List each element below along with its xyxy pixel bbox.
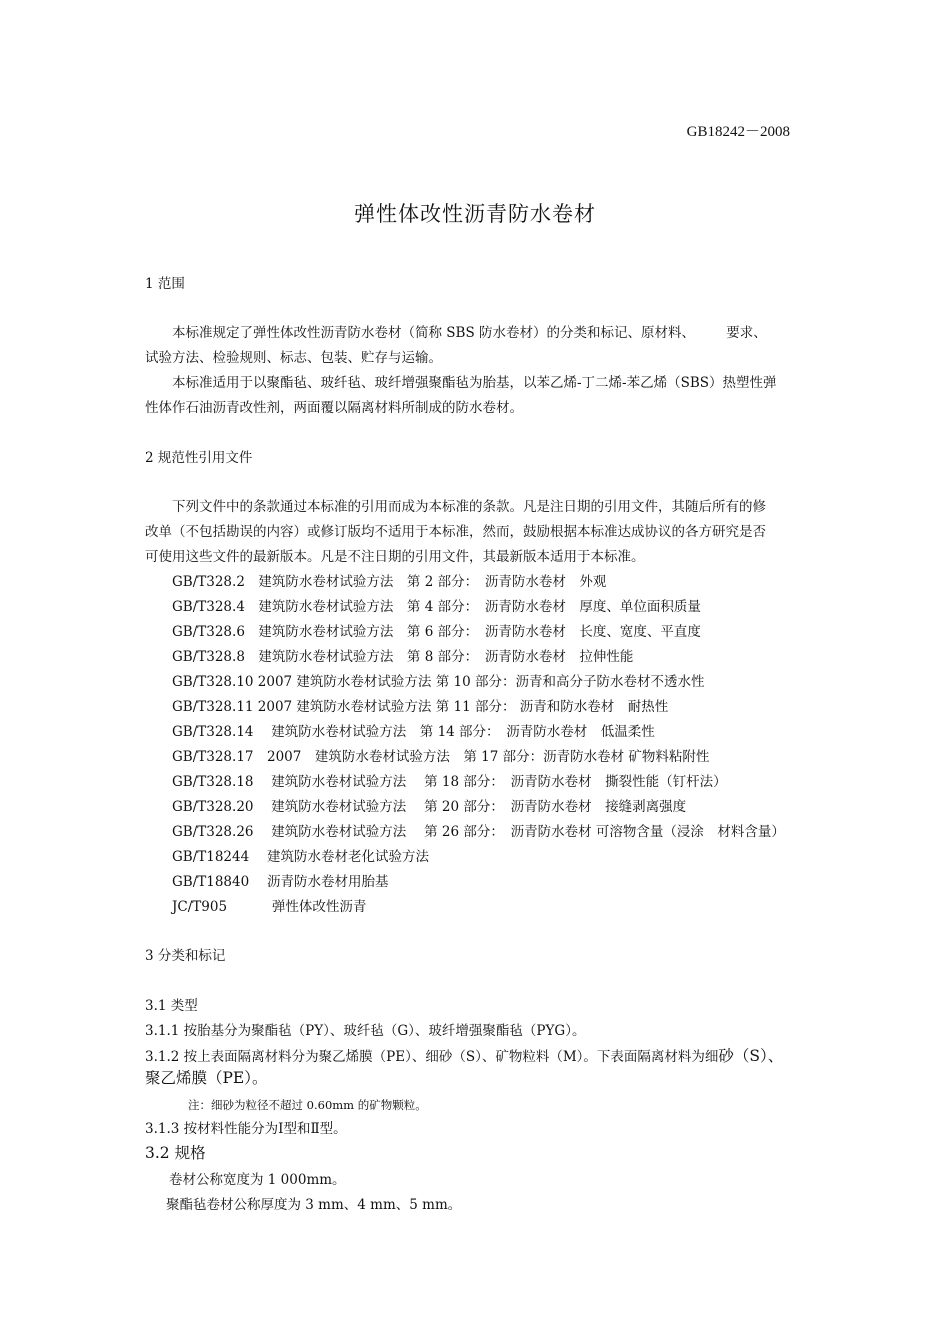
reference-item: GB/T328.20 建筑防水卷材试验方法 第 20 部分： 沥青防水卷材 接缝剥离强度 <box>172 799 687 815</box>
document-code: GB18242－2008 <box>686 124 790 140</box>
document-title: 弹性体改性沥青防水卷材 <box>354 202 596 226</box>
reference-item: GB/T328.18 建筑防水卷材试验方法 第 18 部分： 沥青防水卷材 撕裂性能（钉杆法） <box>172 774 727 790</box>
section-3-1-3: 3.1.3 按材料性能分为Ⅰ型和Ⅱ型。 <box>145 1121 347 1137</box>
section-1-para-1-line-2: 试验方法、检验规则、标志、包装、贮存与运输。 <box>145 350 442 366</box>
section-3-1-heading: 3.1 类型 <box>145 998 198 1014</box>
section-3-1-2-text: 3.1.2 按上表面隔离材料分为聚乙烯膜（PE）、细砂（S）、矿物粒料（M）。下表面隔离材料为细 <box>145 1049 719 1065</box>
reference-item: GB/T328.4 建筑防水卷材试验方法 第 4 部分： 沥青防水卷材 厚度、单位面积质量 <box>172 599 701 615</box>
section-1-heading: 1 范围 <box>145 276 185 292</box>
section-3-1-2-line-2: 聚乙烯膜（PE）。 <box>145 1069 268 1087</box>
section-3-heading: 3 分类和标记 <box>145 948 226 964</box>
section-1-para-1-line-1: 本标准规定了弹性体改性沥青防水卷材（简称 SBS 防水卷材）的分类和标记、原材料、 要求、 <box>172 325 767 341</box>
section-1-para-2-line-2: 性体作石油沥青改性剂，两面覆以隔离材料所制成的防水卷材。 <box>145 400 523 416</box>
width-spec: 卷材公称宽度为 1 000mm。 <box>169 1172 346 1188</box>
section-1-para-2-line-1: 本标准适用于以聚酯毡、玻纤毡、玻纤增强聚酯毡为胎基，以苯乙烯-丁二烯-苯乙烯（SBS）热塑性弹 <box>172 375 777 391</box>
reference-item: GB/T18244 建筑防水卷材老化试验方法 <box>172 849 429 865</box>
reference-item: JC/T905 弹性体改性沥青 <box>172 899 367 915</box>
reference-item: GB/T328.26 建筑防水卷材试验方法 第 26 部分： 沥青防水卷材 可溶物含量（浸涂 材料含量） <box>172 824 785 840</box>
reference-item: GB/T328.14 建筑防水卷材试验方法 第 14 部分： 沥青防水卷材 低温柔性 <box>172 724 655 740</box>
section-3-2-heading: 3.2 规格 <box>145 1144 206 1162</box>
section-3-1-2-text-large: 砂（S）、 <box>718 1047 784 1065</box>
reference-item: GB/T328.8 建筑防水卷材试验方法 第 8 部分： 沥青防水卷材 拉伸性能 <box>172 649 634 665</box>
reference-item: GB/T328.11 2007 建筑防水卷材试验方法 第 11 部分： 沥青和防水卷材 耐热性 <box>172 699 669 715</box>
reference-item: GB/T18840 沥青防水卷材用胎基 <box>172 874 389 890</box>
section-3-1-1: 3.1.1 按胎基分为聚酯毡（PY）、玻纤毡（G）、玻纤增强聚酯毡（PYG）。 <box>145 1023 586 1039</box>
section-2-heading: 2 规范性引用文件 <box>145 450 253 466</box>
reference-item: GB/T328.17 2007 建筑防水卷材试验方法 第 17 部分：沥青防水卷材 矿物料粘附性 <box>172 749 710 765</box>
section-2-para-line-3: 可使用这些文件的最新版本。凡是不注日期的引用文件，其最新版本适用于本标准。 <box>145 549 645 565</box>
reference-item: GB/T328.2 建筑防水卷材试验方法 第 2 部分： 沥青防水卷材 外观 <box>172 574 607 590</box>
section-2-para-line-2: 改单（不包括勘误的内容）或修订版均不适用于本标准，然而，鼓励根据本标准达成协议的各方研究是否 <box>145 524 766 540</box>
note: 注：细砂为粒径不超过 0.60mm 的矿物颗粒。 <box>188 1098 427 1112</box>
section-2-para-line-1: 下列文件中的条款通过本标准的引用而成为本标准的条款。凡是注日期的引用文件，其随后所有的修 <box>172 499 766 515</box>
section-3-1-2-line-1 <box>145 1044 783 1066</box>
reference-item: GB/T328.6 建筑防水卷材试验方法 第 6 部分： 沥青防水卷材 长度、宽度、平直度 <box>172 624 701 640</box>
thickness-spec: 聚酯毡卷材公称厚度为 3 mm、4 mm、5 mm。 <box>166 1197 462 1213</box>
reference-item: GB/T328.10 2007 建筑防水卷材试验方法 第 10 部分：沥青和高分子防水卷材不透水性 <box>172 674 705 690</box>
